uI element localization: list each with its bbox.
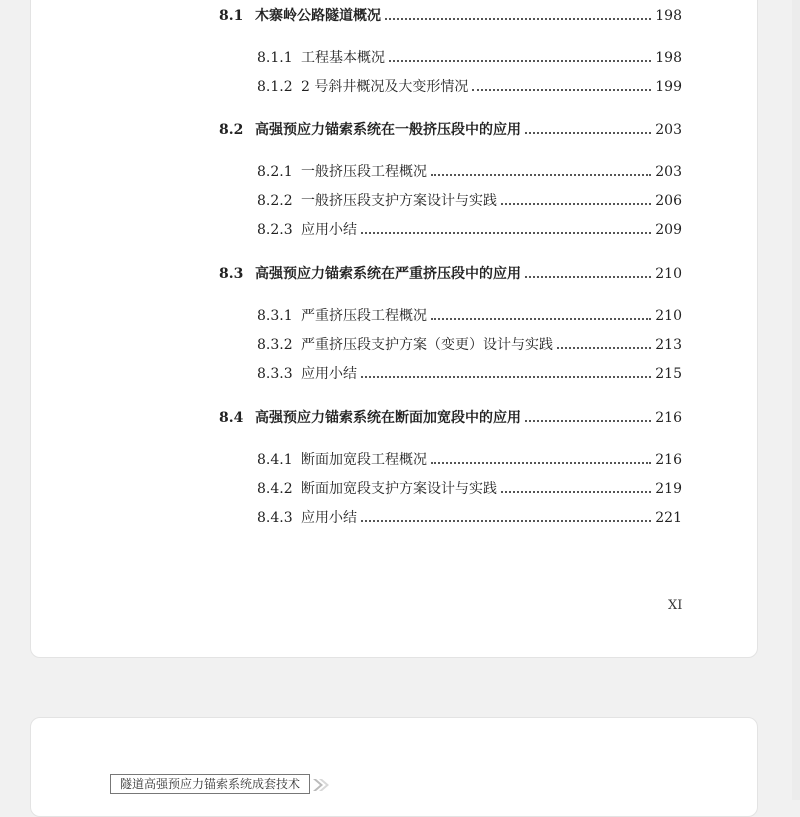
dot-leader (501, 481, 651, 493)
toc-entry-page: 213 (655, 337, 682, 353)
toc-entry-number: 8.1 (219, 8, 244, 24)
toc-entry-number: 8.4.1 (257, 452, 293, 468)
toc-entry-number: 8.3.2 (257, 337, 293, 353)
toc-entry-8-2-1[interactable] (257, 162, 682, 182)
dot-leader (431, 452, 651, 464)
toc-entry-number: 8.1.1 (257, 50, 293, 66)
document-page-bottom (30, 717, 758, 817)
toc-entry-title: 一般挤压段支护方案设计与实践 (301, 193, 497, 209)
dot-leader (385, 8, 651, 20)
toc-entry-number: 8.2 (219, 122, 244, 138)
document-page-top (30, 0, 758, 658)
toc-entry-number: 8.2.2 (257, 193, 293, 209)
dot-leader (525, 410, 651, 422)
toc-entry-title: 高强预应力锚索系统在一般挤压段中的应用 (255, 122, 521, 138)
toc-entry-number: 8.1.2 (257, 79, 293, 95)
toc-entry-8-2-3[interactable] (257, 220, 682, 240)
toc-entry-title: 断面加宽段工程概况 (301, 452, 427, 468)
toc-entry-title: 一般挤压段工程概况 (301, 164, 427, 180)
toc-entry-8-1-2[interactable] (257, 77, 682, 97)
toc-entry-number: 8.3.3 (257, 366, 293, 382)
toc-entry-page: 216 (655, 452, 682, 468)
dot-leader (525, 266, 651, 278)
dot-leader (472, 79, 651, 91)
toc-entry-title: 木寨岭公路隧道概况 (255, 8, 381, 24)
toc-entry-8-1-1[interactable] (257, 48, 682, 68)
toc-entry-number: 8.2.1 (257, 164, 293, 180)
dot-leader (557, 337, 651, 349)
toc-entry-title: 严重挤压段支护方案（变更）设计与实践 (301, 337, 553, 353)
toc-entry-title: 工程基本概况 (301, 50, 385, 66)
toc-entry-page: 215 (655, 366, 682, 382)
toc-entry-8-3-1[interactable] (257, 306, 682, 326)
toc-entry-8-3[interactable] (219, 264, 682, 284)
toc-entry-page: 198 (655, 8, 682, 24)
toc-entry-title: 应用小结 (301, 510, 357, 526)
toc-entry-title: 2 号斜井概况及大变形情况 (301, 79, 469, 95)
toc-entry-number: 8.3 (219, 266, 244, 282)
toc-entry-8-3-2[interactable] (257, 335, 682, 355)
toc-entry-8-4-2[interactable] (257, 479, 682, 499)
toc-entry-number: 8.2.3 (257, 222, 293, 238)
dot-leader (361, 222, 651, 234)
toc-entry-8-2[interactable] (219, 120, 682, 140)
toc-entry-page: 199 (655, 79, 682, 95)
toc-entry-page: 203 (655, 122, 682, 138)
toc-entry-page: 198 (655, 50, 682, 66)
toc-entry-8-4-3[interactable] (257, 508, 682, 528)
toc-entry-8-4-1[interactable] (257, 450, 682, 470)
toc-entry-page: 216 (655, 410, 682, 426)
toc-entry-title: 应用小结 (301, 222, 357, 238)
dot-leader (361, 510, 651, 522)
double-chevron-right-icon (312, 777, 330, 791)
toc-entry-number: 8.4.2 (257, 481, 293, 497)
toc-entry-page: 219 (655, 481, 682, 497)
toc-entry-title: 高强预应力锚索系统在断面加宽段中的应用 (255, 410, 521, 426)
toc-entry-number: 8.3.1 (257, 308, 293, 324)
toc-entry-page: 210 (655, 308, 682, 324)
toc-entry-page: 221 (655, 510, 682, 526)
toc-entry-title: 严重挤压段工程概况 (301, 308, 427, 324)
dot-leader (361, 366, 651, 378)
dot-leader (389, 50, 651, 62)
toc-entry-page: 206 (655, 193, 682, 209)
dot-leader (501, 193, 651, 205)
toc-entry-number: 8.4 (219, 410, 244, 426)
toc-entry-8-3-3[interactable] (257, 364, 682, 384)
dot-leader (431, 164, 651, 176)
toc-entry-page: 209 (655, 222, 682, 238)
toc-entry-title: 高强预应力锚索系统在严重挤压段中的应用 (255, 266, 521, 282)
toc-entry-8-4[interactable] (219, 408, 682, 428)
toc-entry-page: 203 (655, 164, 682, 180)
dot-leader (431, 308, 651, 320)
viewer-scrollbar[interactable] (792, 0, 800, 800)
toc-entry-8-1[interactable] (219, 6, 682, 26)
toc-entry-title: 应用小结 (301, 366, 357, 382)
toc-entry-page: 210 (655, 266, 682, 282)
toc-entry-8-2-2[interactable] (257, 191, 682, 211)
running-head (110, 774, 330, 794)
running-head-title: 隧道高强预应力锚索系统成套技术 (110, 774, 310, 794)
toc-entry-number: 8.4.3 (257, 510, 293, 526)
page-number: XI (668, 598, 683, 613)
toc-entry-title: 断面加宽段支护方案设计与实践 (301, 481, 497, 497)
dot-leader (525, 122, 651, 134)
